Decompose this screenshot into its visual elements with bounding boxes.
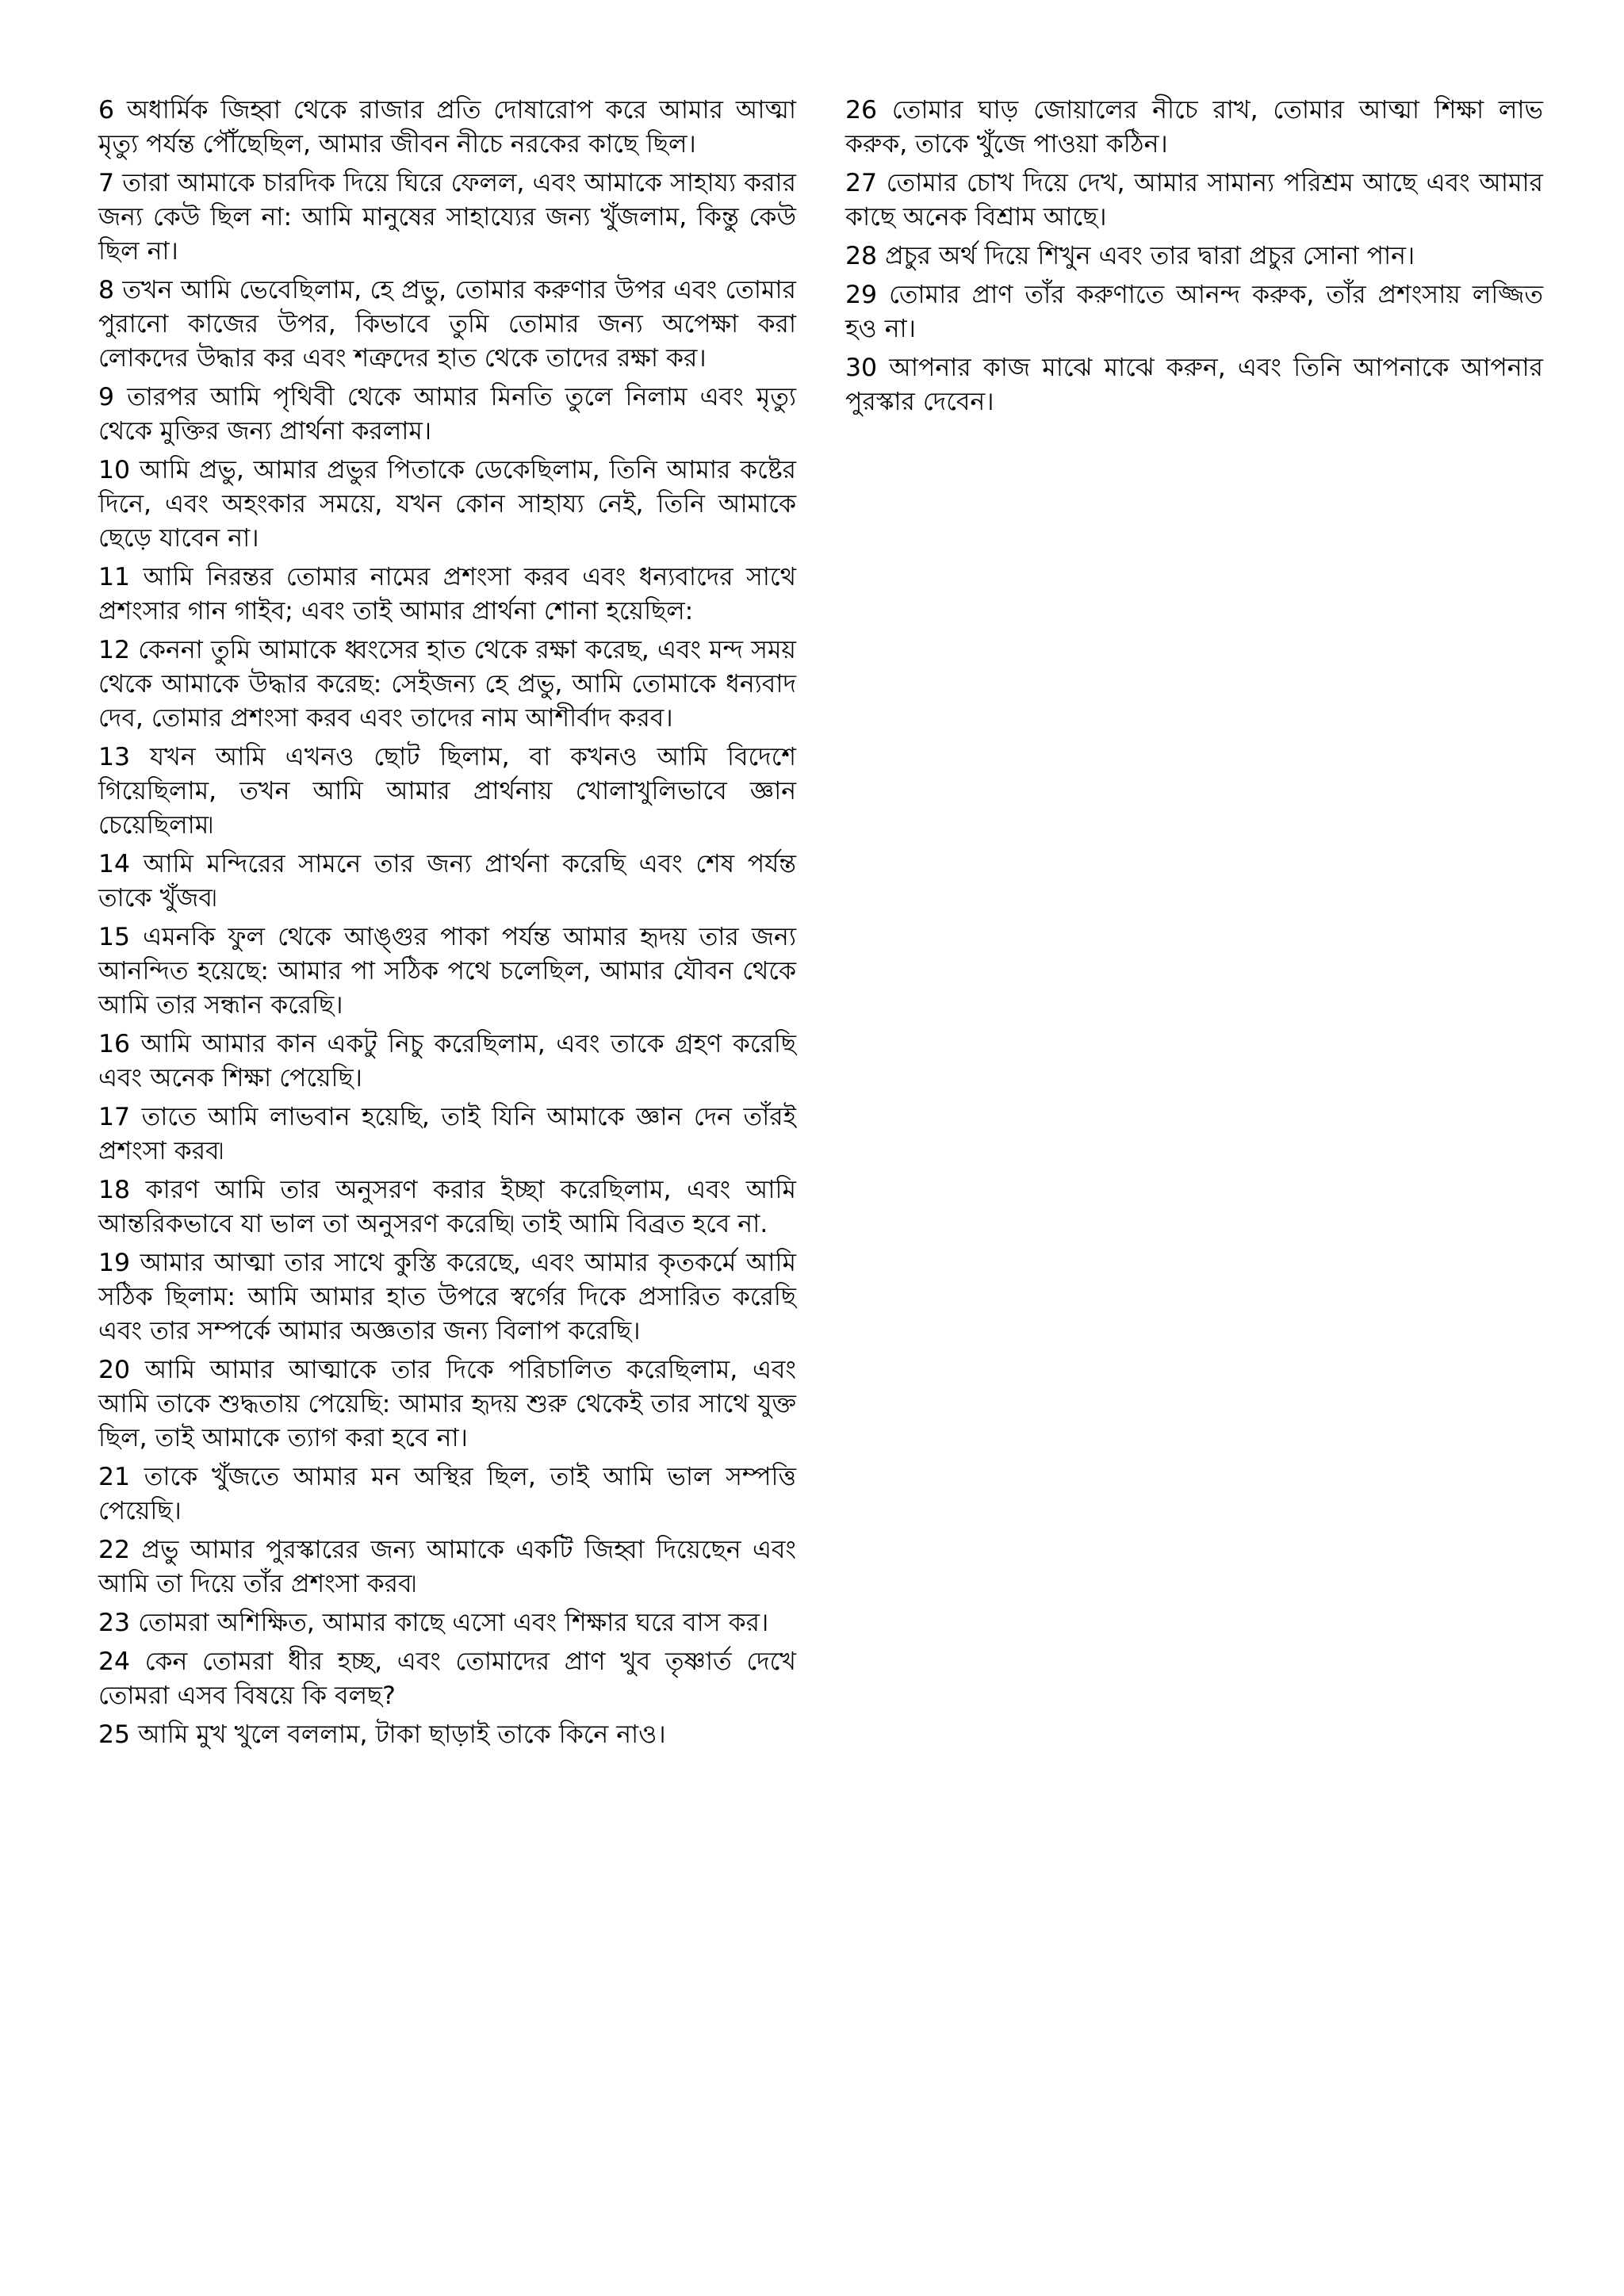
verse-30: 30 আপনার কাজ মাঝে মাঝে করুন, এবং তিনি আপনাকে আপনার পুরস্কার দেবেন। [845, 354, 1543, 416]
verse-18: 18 কারণ আমি তার অনুসরণ করার ইচ্ছা করেছিলাম, এবং আমি আন্তরিকভাবে যা ভাল তা অনুসরণ করেছি৷ তাই আমি বিব্রত হবে না. [98, 1176, 796, 1238]
verse-13: 13 যখন আমি এখনও ছোট ছিলাম, বা কখনও আমি বিদেশে গিয়েছিলাম, তখন আমি আমার প্রার্থনায় খোলাখুলিভাবে জ্ঞান চেয়েছিলাম৷ [98, 743, 796, 840]
verse-12: 12 কেননা তুমি আমাকে ধ্বংসের হাত থেকে রক্ষা করেছ, এবং মন্দ সময় থেকে আমাকে উদ্ধার করেছ: সেইজন্য হে প্রভু, আমি তোমাকে ধন্যবাদ দেব, তোমার প্রশংসা করব এবং তাদের নাম আশীর্বাদ করব। [98, 636, 796, 733]
verse-17: 17 তাতে আমি লাভবান হয়েছি, তাই যিনি আমাকে জ্ঞান দেন তাঁরই প্রশংসা করব৷ [98, 1103, 796, 1165]
verse-19: 19 আমার আত্মা তার সাথে কুস্তি করেছে, এবং আমার কৃতকর্মে আমি সঠিক ছিলাম: আমি আমার হাত উপরে স্বর্গের দিকে প্রসারিত করেছি এবং তার সম্পর্কে আমার অজ্ঞতার জন্য বিলাপ করেছি। [98, 1249, 796, 1345]
verse-29: 29 তোমার প্রাণ তাঁর করুণাতে আনন্দ করুক, তাঁর প্রশংসায় লজ্জিত হও না। [845, 281, 1543, 343]
verse-28: 28 প্রচুর অর্থ দিয়ে শিখুন এবং তার দ্বারা প্রচুর সোনা পান। [845, 242, 1415, 270]
verse-8: 8 তখন আমি ভেবেছিলাম, হে প্রভু, তোমার করুণার উপর এবং তোমার পুরানো কাজের উপর, কিভাবে তুমি তোমার জন্য অপেক্ষা করা লোকদের উদ্ধার কর এবং শত্রুদের হাত থেকে তাদের রক্ষা কর। [98, 276, 796, 373]
left-column [98, 94, 796, 1757]
right-column [845, 94, 1543, 424]
verse-11: 11 আমি নিরন্তর তোমার নামের প্রশংসা করব এবং ধন্যবাদের সাথে প্রশংসার গান গাইব; এবং তাই আমার প্রার্থনা শোনা হয়েছিল: [98, 563, 796, 626]
verse-25: 25 আমি মুখ খুলে বললাম, টাকা ছাড়াই তাকে কিনে নাও। [98, 1720, 666, 1749]
verse-23: 23 তোমরা অশিক্ষিত, আমার কাছে এসো এবং শিক্ষার ঘরে বাস কর। [98, 1609, 769, 1637]
verse-10: 10 আমি প্রভু, আমার প্রভুর পিতাকে ডেকেছিলাম, তিনি আমার কষ্টের দিনে, এবং অহংকার সময়ে, যখন কোন সাহায্য নেই, তিনি আমাকে ছেড়ে যাবেন না। [98, 456, 796, 553]
verse-16: 16 আমি আমার কান একটু নিচু করেছিলাম, এবং তাকে গ্রহণ করেছি এবং অনেক শিক্ষা পেয়েছি। [98, 1030, 796, 1093]
verse-9: 9 তারপর আমি পৃথিবী থেকে আমার মিনতি তুলে নিলাম এবং মৃত্যু থেকে মুক্তির জন্য প্রার্থনা করলাম। [98, 383, 796, 446]
verse-6: 6 অধার্মিক জিহ্বা থেকে রাজার প্রতি দোষারোপ করে আমার আত্মা মৃত্যু পর্যন্ত পৌঁছেছিল, আমার জীবন নীচে নরকের কাছে ছিল। [98, 96, 796, 159]
verse-15: 15 এমনকি ফুল থেকে আঙ্গুর পাকা পর্যন্ত আমার হৃদয় তার জন্য আনন্দিত হয়েছে: আমার পা সঠিক পথে চলেছিল, আমার যৌবন থেকে আমি তার সন্ধান করেছি। [98, 923, 796, 1020]
verse-26: 26 তোমার ঘাড় জোয়ালের নীচে রাখ, তোমার আত্মা শিক্ষা লাভ করুক, তাকে খুঁজে পাওয়া কঠিন। [845, 96, 1543, 159]
verse-27: 27 তোমার চোখ দিয়ে দেখ, আমার সামান্য পরিশ্রম আছে এবং আমার কাছে অনেক বিশ্রাম আছে। [845, 169, 1543, 232]
verse-24: 24 কেন তোমরা ধীর হচ্ছ, এবং তোমাদের প্রাণ খুব তৃষ্ণার্ত দেখে তোমরা এসব বিষয়ে কি বলছ? [98, 1647, 796, 1710]
verse-21: 21 তাকে খুঁজতে আমার মন অস্থির ছিল, তাই আমি ভাল সম্পত্তি পেয়েছি। [98, 1463, 796, 1525]
verse-7: 7 তারা আমাকে চারদিক দিয়ে ঘিরে ফেলল, এবং আমাকে সাহায্য করার জন্য কেউ ছিল না: আমি মানুষের সাহায্যের জন্য খুঁজলাম, কিন্তু কেউ ছিল না। [98, 169, 796, 266]
verse-20: 20 আমি আমার আত্মাকে তার দিকে পরিচালিত করেছিলাম, এবং আমি তাকে শুদ্ধতায় পেয়েছি: আমার হৃদয় শুরু থেকেই তার সাথে যুক্ত ছিল, তাই আমাকে ত্যাগ করা হবে না। [98, 1356, 796, 1452]
verse-22: 22 প্রভু আমার পুরস্কারের জন্য আমাকে একটি জিহ্বা দিয়েছেন এবং আমি তা দিয়ে তাঁর প্রশংসা করব৷ [98, 1536, 796, 1598]
verse-14: 14 আমি মন্দিরের সামনে তার জন্য প্রার্থনা করেছি এবং শেষ পর্যন্ত তাকে খুঁজব৷ [98, 850, 796, 913]
